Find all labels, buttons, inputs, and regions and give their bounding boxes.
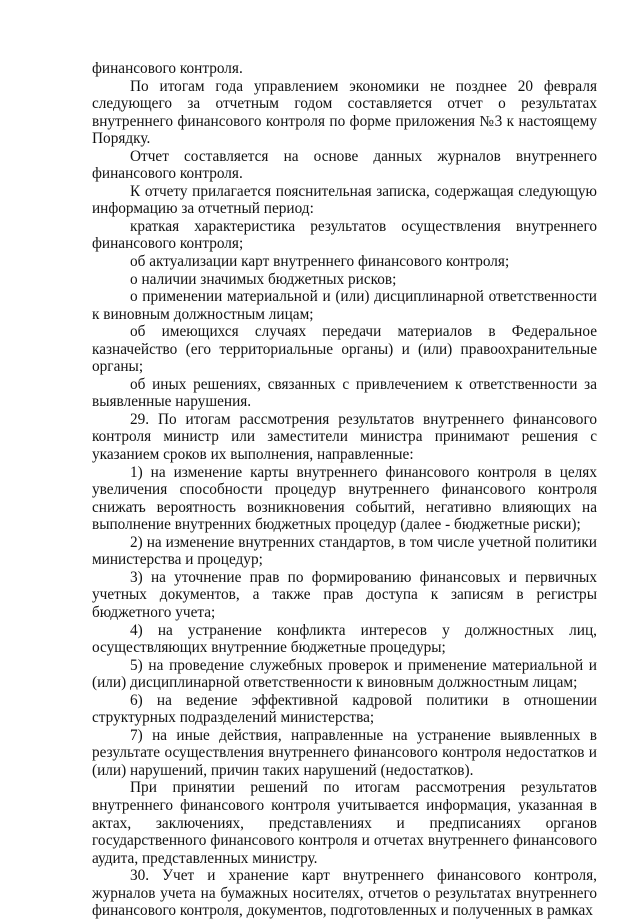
list-item: о наличии значимых бюджетных рисков; xyxy=(130,270,397,288)
paragraph: Отчет составляется на основе данных журналов внутреннего финансового контроля. xyxy=(92,147,597,183)
list-item: 2) на изменение внутренних стандартов, в том числе учетной политики министерства и процедур; xyxy=(92,533,597,569)
list-item: 4) на устранение конфликта интересов у должностных лиц, осуществляющих внутренние бюджетные процедуры; xyxy=(92,621,597,657)
paragraph: 29. По итогам рассмотрения результатов внутреннего финансового контроля министр или заместители министра принимают решения с указанием сроков их выполнения, направленные: xyxy=(92,410,597,464)
paragraph: По итогам года управлением экономики не позднее 20 февраля следующего за отчетным годом составляется отчет о результатах внутреннего финансового контроля по форме приложения №3 к настоящему Порядку. xyxy=(92,77,597,148)
paragraph: При принятии решений по итогам рассмотрения результатов внутреннего финансового контроля учитывается информация, указанная в актах, заключениях, представлениях и предписаниях органов государственного финансового контроля и отчетах внутреннего финансового аудита, представленных министру. xyxy=(92,779,597,867)
list-item: 5) на проведение служебных проверок и применение материальной и (или) дисциплинарной ответственности к виновным должностным лицам; xyxy=(92,656,597,692)
list-item: 3) на уточнение прав по формированию финансовых и первичных учетных документов, а также прав доступа к записям в регистры бюджетного учета; xyxy=(92,568,597,621)
paragraph: финансового контроля. xyxy=(92,60,243,77)
document-page xyxy=(92,60,597,920)
paragraph: 30. Учет и хранение карт внутреннего финансового контроля, журналов учета на бумажных носителях, отчетов о результатах внутреннего финансового контроля, документов, подготовленных и полученных в рамках xyxy=(92,867,597,920)
list-item: об имеющихся случаях передачи материалов в Федеральное казначейство (его территориальные органы) и (или) правоохранительные органы; xyxy=(92,323,597,376)
list-item: о применении материальной и (или) дисциплинарной ответственности к виновным должностным лицам; xyxy=(92,288,597,323)
list-item: 6) на ведение эффективной кадровой политики в отношении структурных подразделений министерства; xyxy=(92,691,597,727)
list-item: краткая характеристика результатов осуществления внутреннего финансового контроля; xyxy=(92,217,597,253)
paragraph: К отчету прилагается пояснительная записка, содержащая следующую информацию за отчетный период: xyxy=(92,182,597,218)
list-item: 1) на изменение карты внутреннего финансового контроля в целях увеличения способности процедур внутреннего финансового контроля снижать вероятность возникновения событий, негативно влияющих на выполнение внутренних бюджетных процедур (далее - бюджетные риски); xyxy=(92,463,597,534)
list-item: об актуализации карт внутреннего финансового контроля; xyxy=(130,253,510,271)
list-item: об иных решениях, связанных с привлечением к ответственности за выявленные нарушения. xyxy=(92,375,597,411)
list-item: 7) на иные действия, направленные на устранение выявленных в результате осуществления внутреннего финансового контроля недостатков и (или) нарушений, причин таких нарушений (недостатков). xyxy=(92,726,597,779)
